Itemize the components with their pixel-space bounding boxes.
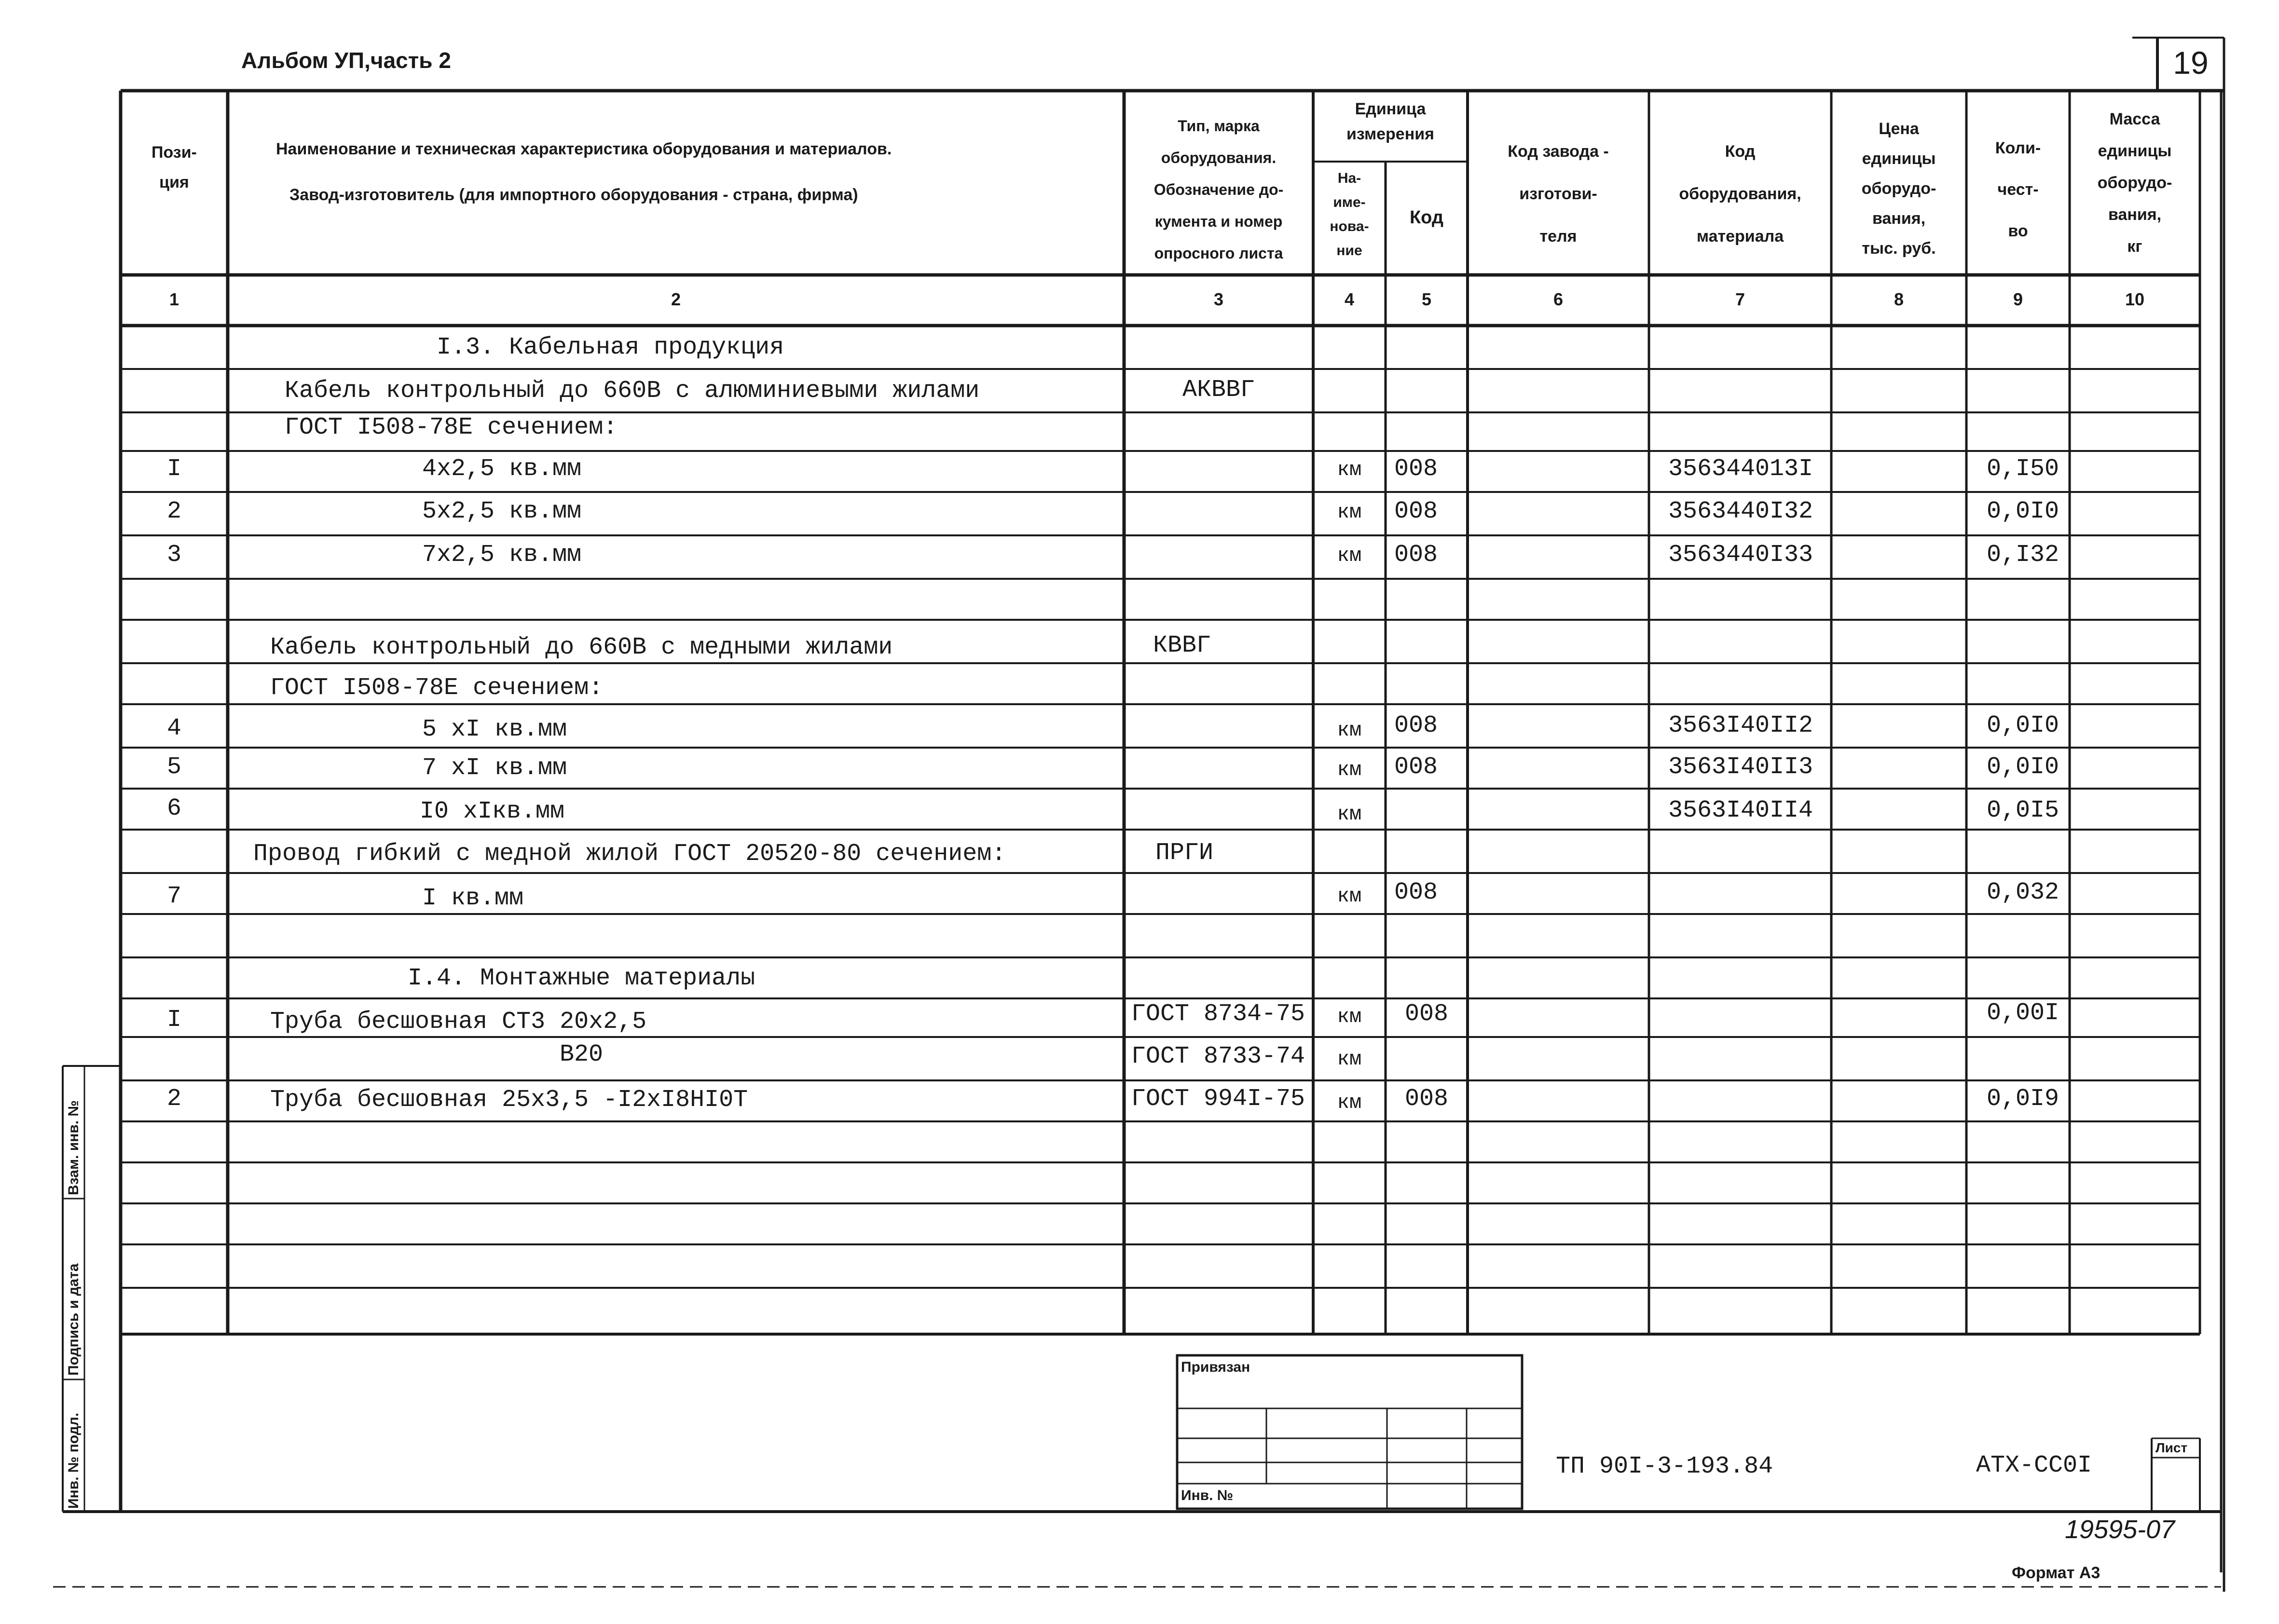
table-row-ucode: 008 bbox=[1394, 455, 1438, 483]
table-row-name: Труба бесшовная 25х3,5 -I2хI8НI0Т bbox=[270, 1086, 748, 1114]
table-row-ucode: 008 bbox=[1394, 753, 1438, 781]
table-row-name: I0 хIкв.мм bbox=[420, 798, 565, 825]
table-row-pos: 5 bbox=[166, 753, 181, 781]
table-row-type: АКВВГ bbox=[1182, 376, 1255, 404]
table-row-name: Труба бесшовная СТ3 20х2,5 bbox=[270, 1008, 647, 1036]
table-row-ecode: 3563I40II2 bbox=[1668, 712, 1813, 739]
side-label-inv-orig: Инв. № подл. bbox=[66, 1412, 82, 1509]
table-row-name: ГОСТ I508-78Е сечением: bbox=[285, 414, 618, 441]
side-label-sign-date: Подпись и дата bbox=[66, 1263, 82, 1376]
table-row-unit: км bbox=[1337, 885, 1362, 908]
table-row-name: ГОСТ I508-78Е сечением: bbox=[270, 674, 604, 702]
colnum-4: 4 bbox=[1344, 289, 1355, 309]
header-unit-group: Единица измерения bbox=[1346, 100, 1434, 143]
colnum-9: 9 bbox=[2013, 289, 2023, 309]
header-unit-name: На- име- нова- ние bbox=[1330, 170, 1369, 259]
header-mass: Масса единицы оборудо- вания, кг bbox=[2097, 110, 2172, 256]
table-row-name: 4х2,5 кв.мм bbox=[422, 455, 582, 483]
table-row-pos: I bbox=[166, 1006, 181, 1034]
table-row-type: ГОСТ 8734-75 bbox=[1131, 1000, 1305, 1028]
table-row-ucode: 008 bbox=[1394, 879, 1438, 906]
table-row-qty: 0,0I0 bbox=[1987, 498, 2059, 525]
colnum-2: 2 bbox=[671, 289, 681, 309]
section-title: I.3. Кабельная продукция bbox=[437, 334, 784, 361]
table-row-pos: 6 bbox=[166, 795, 181, 822]
header-equip-code: Код оборудования, материала bbox=[1679, 142, 1801, 246]
table-row-unit: км bbox=[1337, 501, 1362, 524]
table-row-ucode: 008 bbox=[1394, 712, 1438, 739]
format-label: Формат А3 bbox=[2012, 1564, 2101, 1582]
colnum-10: 10 bbox=[2125, 289, 2145, 309]
table-row-name: Провод гибкий с медной жилой ГОСТ 20520-80 сечением: bbox=[253, 840, 1006, 868]
table-row-ecode: 3563440I33 bbox=[1668, 541, 1813, 569]
table-row-unit: км bbox=[1337, 758, 1362, 781]
table-row-unit: км bbox=[1337, 1005, 1362, 1028]
table-row-ucode: 008 bbox=[1394, 541, 1438, 569]
table-row-unit: км bbox=[1337, 1091, 1362, 1114]
table-row-name: Кабель контрольный до 660В с медными жилами bbox=[270, 634, 893, 661]
sheet-number: 19 bbox=[2173, 45, 2209, 81]
header-name-line1: Наименование и техническая характеристика оборудования и материалов. bbox=[276, 140, 892, 158]
colnum-5: 5 bbox=[1421, 289, 1432, 309]
header-unit-code: Код bbox=[1409, 207, 1444, 228]
colnum-6: 6 bbox=[1553, 289, 1564, 309]
table-row-pos: 2 bbox=[166, 498, 181, 525]
section-title: I.4. Монтажные материалы bbox=[408, 965, 755, 992]
table-row-qty: 0,0I0 bbox=[1987, 753, 2059, 781]
table-row-pos: 4 bbox=[166, 715, 181, 742]
table-row-name: 7 хI кв.мм bbox=[422, 754, 567, 782]
table-row-ucode: 008 bbox=[1404, 1085, 1448, 1113]
stamp-mark: АТХ-СС0I bbox=[1976, 1452, 2092, 1479]
table-row-qty: 0,I32 bbox=[1987, 541, 2059, 569]
table-row-type: ГОСТ 994I-75 bbox=[1131, 1085, 1305, 1113]
table-row-pos: 7 bbox=[166, 883, 181, 910]
table-row-qty: 0,0I5 bbox=[1987, 797, 2059, 824]
header-name-line2: Завод-изготовитель (для импортного оборудования - страна, фирма) bbox=[289, 186, 858, 204]
table-row-name: Кабель контрольный до 660В с алюминиевыми жилами bbox=[285, 377, 980, 405]
table-row-ecode: 3563I40II3 bbox=[1668, 753, 1813, 781]
header-type: Тип, марка оборудования. Обозначение до- кумента и номер опросного листа bbox=[1153, 117, 1284, 262]
table-row-qty: 0,0I0 bbox=[1987, 712, 2059, 739]
table-row-qty: 0,I50 bbox=[1987, 455, 2059, 483]
colnum-1: 1 bbox=[169, 289, 179, 309]
header-price: Цена единицы оборудо- вания, тыс. руб. bbox=[1861, 120, 1936, 258]
stamp-sheet-label: Лист bbox=[2155, 1440, 2188, 1455]
table-row-qty: 0,00I bbox=[1987, 999, 2059, 1027]
header-factory-code: Код завода - изготови- теля bbox=[1508, 142, 1609, 246]
table-row-unit: км bbox=[1337, 803, 1362, 826]
table-row-unit: км bbox=[1337, 544, 1362, 567]
table-row-ecode: 3563440I32 bbox=[1668, 498, 1813, 525]
side-label-replace-inv: Взам. инв. № bbox=[66, 1100, 82, 1195]
table-row-name: 5х2,5 кв.мм bbox=[422, 498, 582, 525]
table-row-type: ГОСТ 8733-74 bbox=[1131, 1043, 1305, 1070]
stamp-bound-label: Привязан bbox=[1181, 1359, 1250, 1375]
table-row-name: 5 хI кв.мм bbox=[422, 716, 567, 743]
table-row-qty: 0,032 bbox=[1987, 879, 2059, 906]
stamp-doc-code: ТП 90I-3-193.84 bbox=[1556, 1453, 1773, 1480]
colnum-3: 3 bbox=[1213, 289, 1224, 309]
table-row-type: ПРГИ bbox=[1155, 839, 1214, 867]
archive-number: 19595-07 bbox=[2065, 1515, 2175, 1544]
table-row-qty: 0,0I9 bbox=[1987, 1085, 2059, 1113]
table-row-name: 7х2,5 кв.мм bbox=[422, 541, 582, 569]
header-qty: Коли- чест- во bbox=[1995, 139, 2041, 240]
album-label: Альбом УП,часть 2 bbox=[241, 48, 451, 73]
stamp-inv-label: Инв. № bbox=[1181, 1488, 1234, 1503]
table-row-ucode: 008 bbox=[1404, 1000, 1448, 1028]
table-row-pos: I bbox=[166, 455, 181, 483]
table-row-unit: км bbox=[1337, 458, 1362, 481]
table-row-type: КВВГ bbox=[1153, 632, 1211, 659]
table-row-unit: км bbox=[1337, 1048, 1362, 1071]
table-row-name: В20 bbox=[560, 1041, 604, 1068]
colnum-7: 7 bbox=[1735, 289, 1745, 309]
colnum-8: 8 bbox=[1894, 289, 1904, 309]
table-row-pos: 2 bbox=[166, 1085, 181, 1113]
table-row-ecode: 3563I40II4 bbox=[1668, 797, 1813, 824]
table-row-name: I кв.мм bbox=[422, 885, 524, 912]
table-row-unit: км bbox=[1337, 719, 1362, 742]
table-row-ecode: 356344013I bbox=[1668, 455, 1813, 483]
header-position: Пози- ция bbox=[151, 143, 197, 191]
table-row-ucode: 008 bbox=[1394, 498, 1438, 525]
table-row-pos: 3 bbox=[166, 541, 181, 569]
